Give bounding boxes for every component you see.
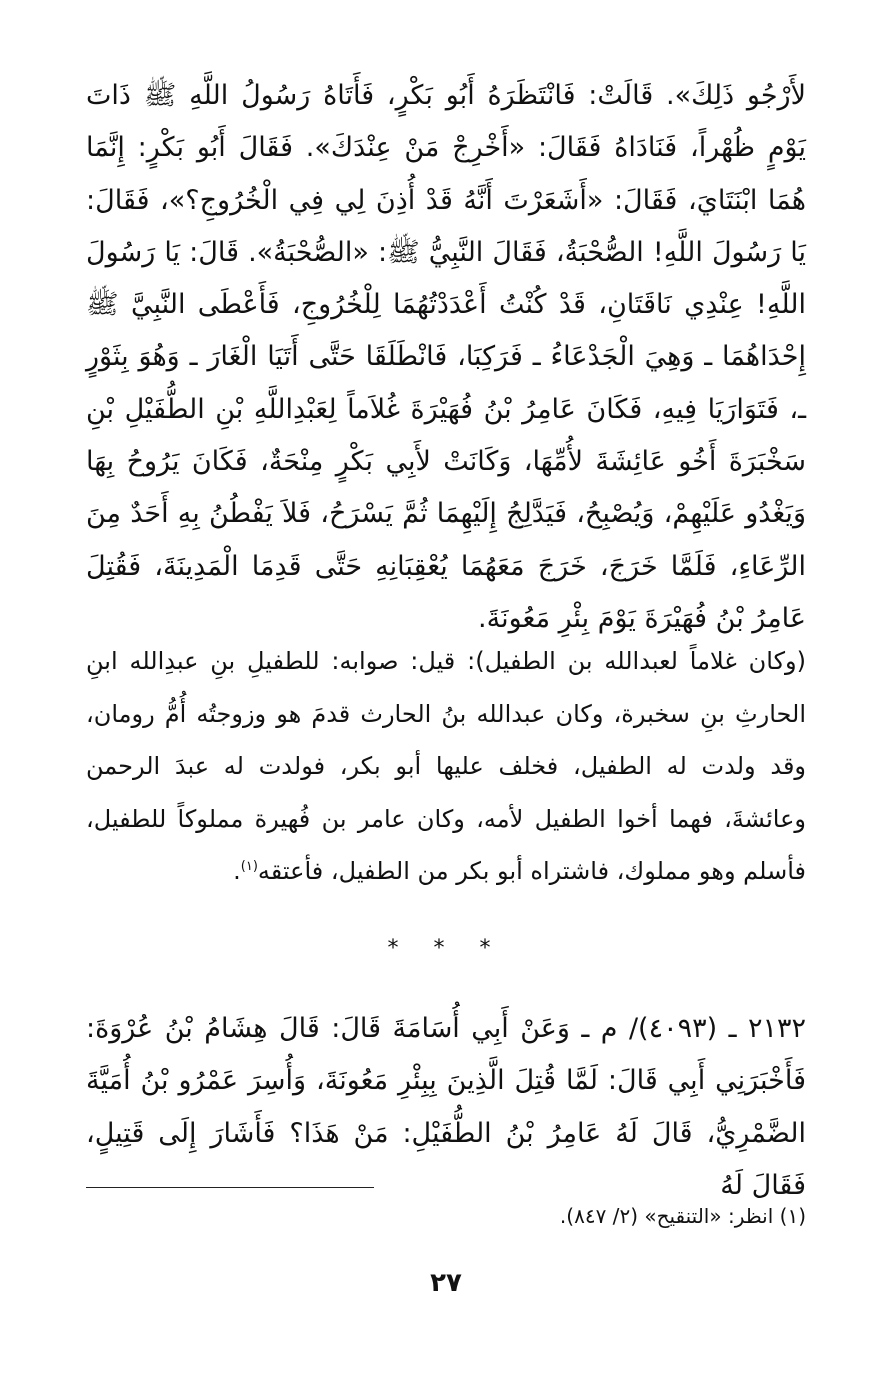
hadith-text: لأَرْجُو ذَلِكَ». قَالَتْ: فَانْتَظَرَهُ أَبُو بَكْرٍ، فَأَتَاهُ رَسُولُ اللَّهِ ﷺ ذَاتَ يَوْمٍ ظُهْراً، فَنَادَاهُ فَقَالَ: «أَخْرِجْ مَنْ عِنْدَكَ». فَقَالَ أَبُو بَكْرٍ: إِنَّمَا هُمَا ابْنَتَايَ، فَقَالَ: «أَشَعَرْتَ أَنَّهُ قَدْ أُذِنَ لِي فِي الْخُرُوجِ؟»، فَقَالَ: يَا رَسُولَ اللَّهِ! الصُّحْبَةُ، فَقَالَ النَّبِيُّ ﷺ: «الصُّحْبَةُ». قَالَ: يَا رَسُولَ اللَّهِ! عِنْدِي نَاقَتَانِ، قَدْ كُنْتُ أَعْدَدْتُهُمَا لِلْخُرُوجِ، فَأَعْطَى النَّبِيَّ ﷺ إِحْدَاهُمَا ـ وَهِيَ الْجَدْعَاءُ ـ فَرَكِبَا، فَانْطَلَقَا حَتَّى أَتَيَا الْغَارَ ـ وَهُوَ بِثَوْرٍ ـ، فَتَوَارَيَا فِيهِ، فَكَانَ عَامِرُ بْنُ فُهَيْرَةَ غُلاَماً لِعَبْدِاللَّهِ بْنِ الطُّفَيْلِ بْنِ سَخْبَرَةَ أَخُو عَائِشَةَ لأُمِّهَا، وَكَانَتْ لأَبِي بَكْرٍ مِنْحَةٌ، فَكَانَ يَرُوحُ بِهَا وَيَغْدُو عَلَيْهِمْ، وَيُصْبِحُ، فَيَدَّلِجُ إِلَيْهِمَا ثُمَّ يَسْرَحُ، فَلاَ يَفْطُنُ بِهِ أَحَدٌ مِنَ الرِّعَاءِ، فَلَمَّا خَرَجَ، خَرَجَ مَعَهُمَا يُعْقِبَانِهِ حَتَّى قَدِمَا الْمَدِينَةَ، فَقُتِلَ عَامِرُ بْنُ فُهَيْرَةَ يَوْمَ بِئْرِ مَعُونَةَ. (86, 80, 806, 634)
commentary-end: . (233, 857, 241, 885)
footnote-reference: (١) (240, 859, 258, 874)
next-hadith-text: ٢١٣٢ ـ (٤٠٩٣)/ م ـ وَعَنْ أَبِي أُسَامَةَ قَالَ: قَالَ هِشَامُ بْنُ عُرْوَةَ: فَأَخْبَرَنِي أَبِي قَالَ: لَمَّا قُتِلَ الَّذِينَ بِبِئْرِ مَعُونَةَ، وَأُسِرَ عَمْرُو بْنُ أُمَيَّةَ الضَّمْرِيُّ، قَالَ لَهُ عَامِرُ بْنُ الطُّفَيْلِ: مَنْ هَذَا؟ فَأَشَارَ إِلَى قَتِيلٍ، فَقَالَ لَهُ (86, 1013, 806, 1201)
page-number: ٢٧ (430, 1268, 462, 1298)
section-separator: * * * (387, 936, 505, 961)
commentary-text: (وكان غلاماً لعبدالله بن الطفيل): قيل: صوابه: للطفيلِ بنِ عبدِالله ابنِ الحارثِ بنِ سخبرة، وكان عبدالله بنُ الحارث قدمَ هو وزوجتُه أُمُّ رومان، وقد ولدت له الطفيل، فخلف عليها أبو بكر، فولدت له عبدَ الرحمن وعائشةَ، فهما أخوا الطفيل لأمه، وكان عامر بن فُهيرة مملوكاً للطفيل، فأسلم وهو مملوك، فاشتراه أبو بكر من الطفيل، فأعتقه (86, 647, 806, 885)
book-page (86, 70, 806, 1298)
commentary-paragraph (86, 635, 806, 898)
footnote: (١) انظر: «التنقيح» (٢/ ٨٤٧). (559, 1204, 806, 1228)
footnote-divider (86, 1187, 374, 1188)
